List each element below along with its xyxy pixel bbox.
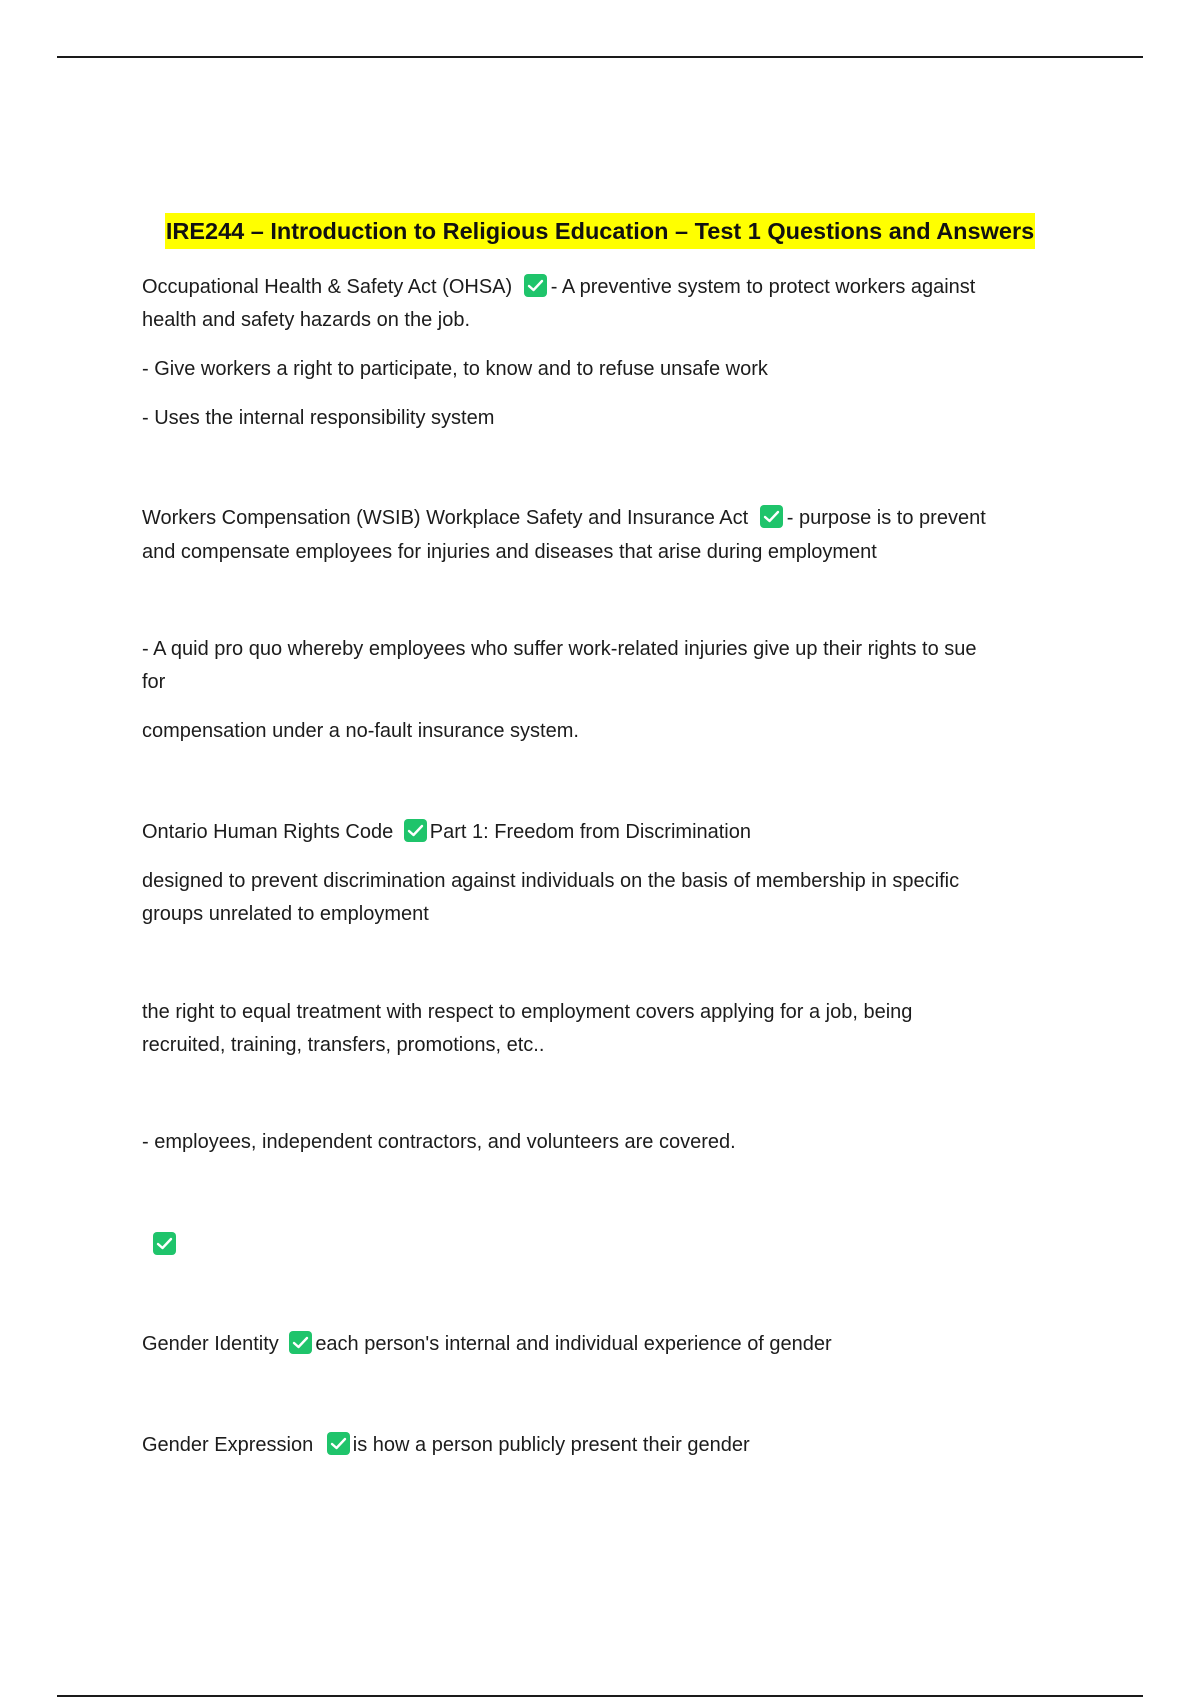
check-mark-icon (153, 1232, 176, 1255)
top-rule (57, 56, 1143, 58)
ohsa-answer: - A preventive system to protect workers against (550, 276, 976, 298)
wsib-point-line-1: - A quid pro quo whereby employees who suffer work-related injuries give up their rights to sue (142, 638, 977, 660)
ohsa-term: Occupational Health & Safety Act (OHSA) (142, 276, 513, 298)
title-container (0, 213, 1200, 249)
wsib-point-line-3: compensation under a no-fault insurance system. (142, 720, 579, 742)
check-mark-icon (524, 274, 547, 297)
bottom-rule (57, 1695, 1143, 1697)
ohrc-entry (142, 816, 1072, 849)
gender-identity-answer: each person's internal and individual experience of gender (315, 1333, 832, 1355)
check-mark-icon (289, 1331, 312, 1354)
wsib-term: Workers Compensation (WSIB) Workplace Safety and Insurance Act (142, 507, 749, 529)
gender-expression-term: Gender Expression (142, 1434, 314, 1456)
gender-expression-answer: is how a person publicly present their gender (352, 1434, 750, 1456)
ohrc-para1-line2: groups unrelated to employment (142, 903, 429, 925)
wsib-entry (142, 502, 1072, 535)
gender-identity-term: Gender Identity (142, 1333, 279, 1355)
ohsa-answer-continued: health and safety hazards on the job. (142, 309, 471, 331)
ohrc-answer: Part 1: Freedom from Discrimination (429, 821, 751, 843)
gender-identity-entry (142, 1328, 1072, 1361)
ohrc-term: Ontario Human Rights Code (142, 821, 394, 843)
wsib-point-line-2: for (142, 671, 166, 693)
ohrc-para1-line1: designed to prevent discrimination against individuals on the basis of membership in specific (142, 870, 960, 892)
ohrc-para3: - employees, independent contractors, and volunteers are covered. (142, 1131, 736, 1153)
ohsa-entry (142, 271, 1072, 304)
gender-expression-entry (142, 1429, 1072, 1462)
check-mark-icon (404, 819, 427, 842)
document-title: IRE244 – Introduction to Religious Education – Test 1 Questions and Answers (165, 213, 1035, 249)
check-mark-icon (327, 1432, 350, 1455)
wsib-answer: - purpose is to prevent (786, 507, 986, 529)
ohsa-point-1: - Give workers a right to participate, to know and to refuse unsafe work (142, 358, 768, 380)
ohrc-para2-line2: recruited, training, transfers, promotions, etc.. (142, 1034, 545, 1056)
ohsa-point-2: - Uses the internal responsibility system (142, 407, 495, 429)
ohrc-para2-line1: the right to equal treatment with respect to employment covers applying for a job, being (142, 1001, 913, 1023)
check-mark-icon (760, 505, 783, 528)
wsib-answer-continued: and compensate employees for injuries and diseases that arise during employment (142, 541, 877, 563)
